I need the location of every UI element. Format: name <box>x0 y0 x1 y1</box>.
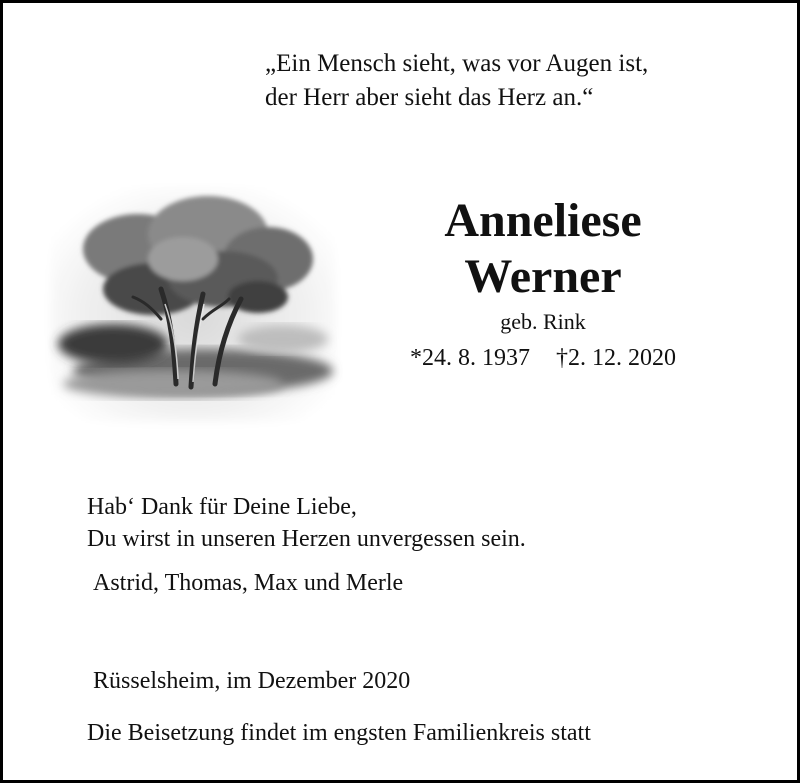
death-date: †2. 12. 2020 <box>556 345 676 371</box>
life-dates <box>383 343 703 373</box>
thanks-text <box>87 491 526 555</box>
birth-date: *24. 8. 1937 <box>410 345 530 371</box>
thanks-line-2: Du wirst in unseren Herzen unvergessen sein. <box>87 526 526 552</box>
signers: Astrid, Thomas, Max und Merle <box>93 570 404 596</box>
trees-illustration-icon <box>43 179 343 429</box>
first-name: Anneliese <box>444 194 642 247</box>
quote-line-2: der Herr aber sieht das Herz an.“ <box>265 84 594 111</box>
birth-name: geb. Rink <box>500 309 586 334</box>
quote-line-1: „Ein Mensch sieht, was vor Augen ist, <box>265 50 649 77</box>
thanks-line-1: Hab‘ Dank für Deine Liebe, <box>87 494 357 520</box>
bible-quote <box>265 47 648 115</box>
last-name: Werner <box>464 250 622 303</box>
place-date: Rüsselsheim, im Dezember 2020 <box>93 668 411 694</box>
deceased-info <box>383 193 703 373</box>
funeral-note: Die Beisetzung findet im engsten Familienkreis statt <box>87 720 591 746</box>
